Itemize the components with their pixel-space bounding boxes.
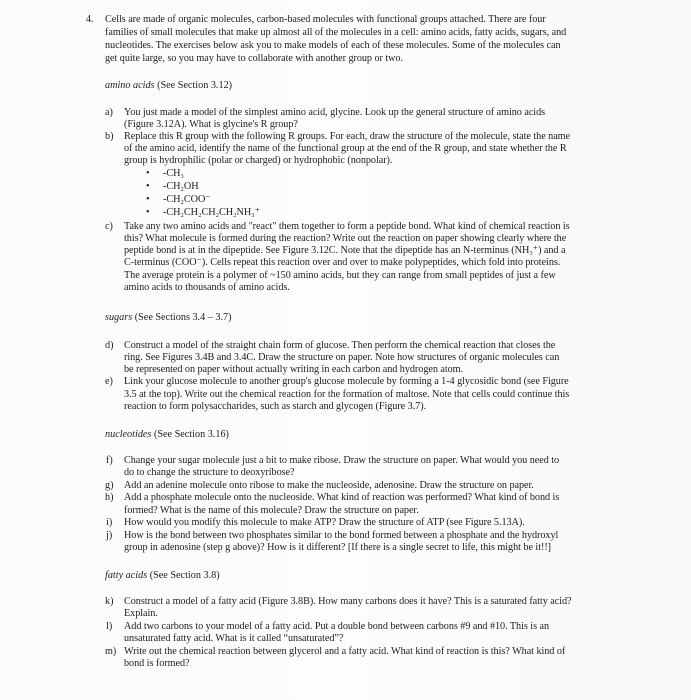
question-number: 4. [86, 14, 94, 25]
item-c-line-6: amino acids to thousands of amino acids. [124, 282, 290, 293]
item-l-line-1: Add two carbons to your model of a fatty acid. Put a double bond between carbons #9 and #10. This is an [124, 621, 549, 632]
item-k-label: k) [105, 596, 114, 607]
intro-line-4: get quite large, so you may have to collaborate with another group or two. [105, 53, 403, 64]
r-group-1: -CH₃ [163, 168, 184, 179]
item-m-line-2: bond is formed? [124, 658, 190, 669]
item-k-line-2: Explain. [124, 608, 158, 619]
item-a-label: a) [105, 107, 113, 118]
item-c-label: c) [105, 221, 113, 232]
item-c-line-2: this? What molecule is formed during the reaction? Write out the reaction on paper showing clearly where the [124, 233, 567, 244]
item-l-line-2: unsaturated fatty acid. What is it called “unsaturated”? [124, 633, 344, 644]
item-k-line-1: Construct a model of a fatty acid (Figure 3.8B). How many carbons does it have? This is a saturated fatty acid? [124, 596, 572, 607]
item-c-line-1: Take any two amino acids and "react" them together to form a peptide bond. What kind of chemical reaction is [124, 221, 570, 232]
item-c-line-5: The average protein is a polymer of ~150 amino acids, but they can range from small peptides of just a few [124, 270, 556, 281]
item-c-line-4: C-terminus (COO⁻). Cells repeat this reaction over and over to make polypeptides, which fold into proteins. [124, 257, 561, 268]
intro-line-3: nucleotides. The exercises below ask you to make models of each of these molecules. Some of the molecules can [105, 40, 561, 51]
item-e-line-3: reaction to form polysaccharides, such as starch and glycogen (Figure 3.7). [124, 401, 427, 412]
item-f-line-2: do to change the structure to deoxyribose? [124, 467, 295, 478]
intro-line-1: Cells are made of organic molecules, carbon-based molecules with functional groups attached. There are four [105, 14, 546, 25]
item-i-line-1: How would you modify this molecule to make ATP? Draw the structure of ATP (see Figure 5.13A). [124, 517, 525, 528]
item-b-line-1: Replace this R group with the following R groups. For each, draw the structure of the molecule, state the name [124, 131, 571, 142]
item-g-line-1: Add an adenine molecule onto ribose to make the nucleoside, adenosine. Draw the structure on paper. [124, 480, 534, 491]
item-h-label: h) [105, 492, 114, 503]
item-g-label: g) [105, 480, 114, 491]
item-d-line-2: ring. See Figures 3.4B and 3.4C. Draw the structure on paper. Note how structures of organic molecules can [124, 352, 560, 363]
item-f-line-1: Change your sugar molecule just a bit to make ribose. Draw the structure on paper. What would you need to [124, 455, 560, 466]
item-h-line-2: formed? What is the name of this molecule? Draw the structure on paper. [124, 505, 419, 516]
item-l-label: l) [106, 621, 113, 632]
item-b-line-3: group is hydrophilic (polar or charged) or hydrophobic (nonpolar). [124, 155, 393, 166]
bullet-icon: • [146, 181, 150, 192]
r-group-4: -CH₂CH₂CH₂CH₂NH₃⁺ [163, 207, 261, 218]
item-j-line-1: How is the bond between two phosphates similar to the bond formed between a phosphate and the hydroxyl [124, 530, 559, 541]
item-e-line-2: 3.5 at the top). Write out the chemical reaction for the formation of maltose. Note that cells could continue this [124, 389, 570, 400]
item-m-line-1: Write out the chemical reaction between glycerol and a fatty acid. What kind of reaction is this? What kind of [124, 646, 566, 657]
section-heading-amino-acids: amino acids (See Section 3.12) [105, 80, 233, 91]
item-d-label: d) [105, 340, 114, 351]
r-group-3: -CH₂COO⁻ [163, 194, 211, 205]
item-c-line-3: peptide bond is at in the dipeptide. See Figure 3.12C. Note that the dipeptide has an N-terminus (NH₃⁺) and a [124, 245, 566, 256]
item-d-line-1: Construct a model of the straight chain form of glucose. Then perform the chemical reaction that closes the [124, 340, 556, 351]
section-heading-nucleotides: nucleotides (See Section 3.16) [105, 429, 229, 440]
item-h-line-1: Add a phosphate molecule onto the nucleoside. What kind of reaction was performed? What kind of bond is [124, 492, 560, 503]
item-d-line-3: be represented on paper without actually writing in each carbon and hydrogen atom. [124, 364, 464, 375]
r-group-2: -CH₂OH [163, 181, 199, 192]
section-heading-fatty-acids: fatty acids (See Section 3.8) [105, 570, 220, 581]
item-j-label: j) [106, 530, 113, 541]
bullet-icon: • [146, 194, 150, 205]
item-e-label: e) [105, 376, 113, 387]
section-heading-sugars: sugars (See Sections 3.4 – 3.7) [105, 312, 232, 323]
bullet-icon: • [146, 168, 150, 179]
item-j-line-2: group in adenosine (step g above)? How is it different? [If there is a single secret to life, this might be it!!] [124, 542, 552, 553]
bullet-icon: • [146, 207, 150, 218]
item-b-line-2: of the amino acid, identify the name of the functional group at the end of the R group, and state whether the R [124, 143, 567, 154]
item-i-label: i) [106, 517, 113, 528]
item-m-label: m) [105, 646, 117, 657]
intro-line-2: families of small molecules that make up almost all of the molecules in a cell: amino acids, fatty acids, sugars, and [105, 27, 567, 38]
item-b-label: b) [105, 131, 114, 142]
item-f-label: f) [106, 455, 113, 466]
item-e-line-1: Link your glucose molecule to another group's glucose molecule by forming a 1-4 glycosidic bond (see Figure [124, 376, 569, 387]
item-a-line-1: You just made a model of the simplest amino acid, glycine. Look up the general structure of amino acids [124, 107, 546, 118]
item-a-line-2: (Figure 3.12A). What is glycine's R group? [124, 119, 298, 130]
